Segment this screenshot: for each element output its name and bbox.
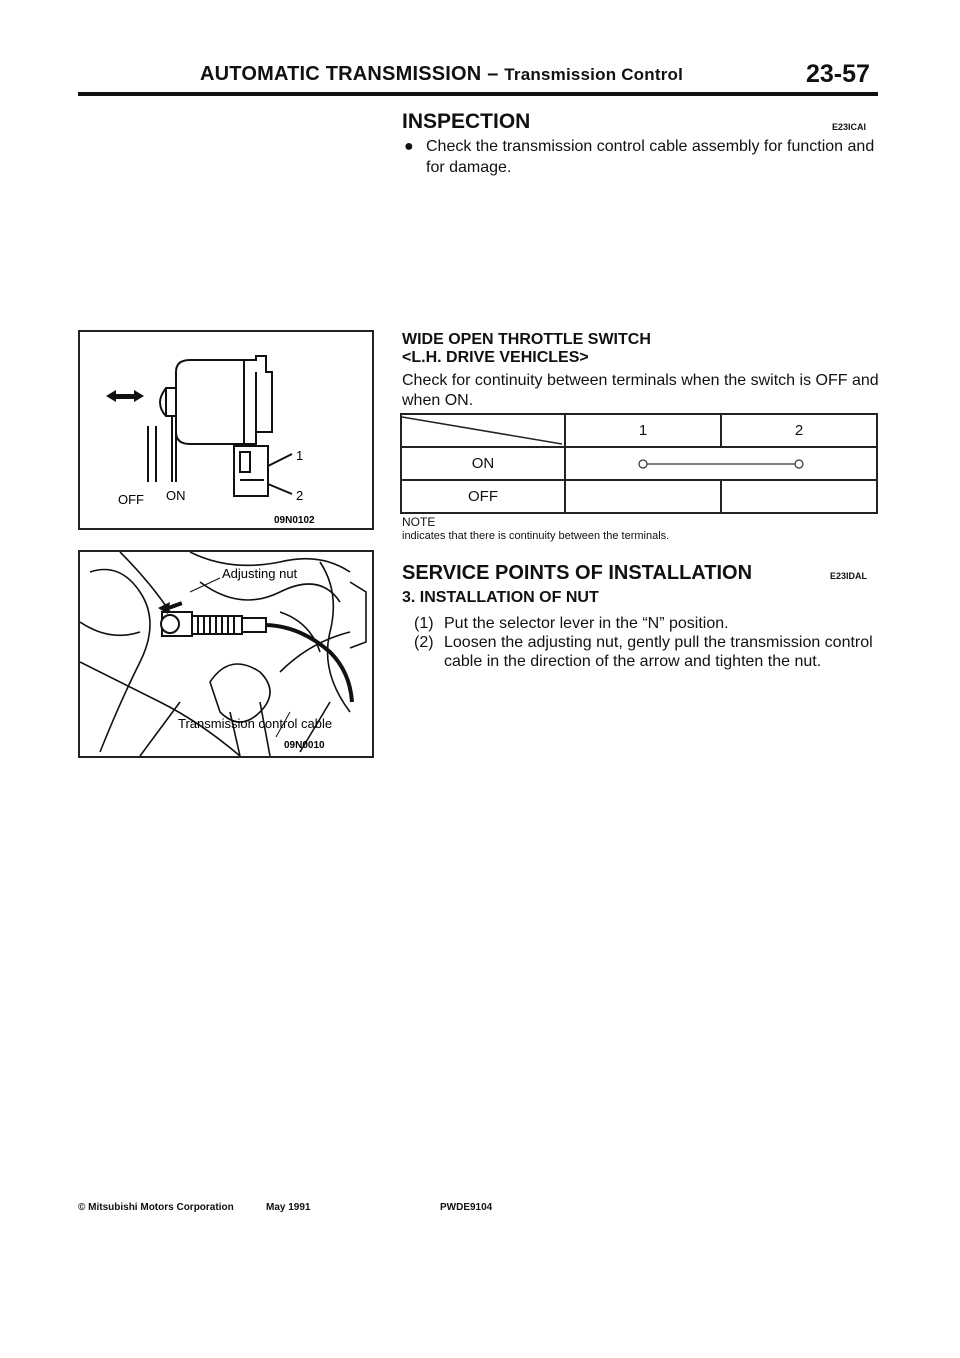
step-1: [414, 614, 729, 633]
footer-copyright: © Mitsubishi Motors Corporation: [78, 1202, 234, 1213]
inspection-code: E23ICAI: [832, 122, 867, 132]
wot-text: Check for continuity between terminals when the switch is OFF and when ON.: [402, 372, 879, 409]
table-corner-cell: [401, 414, 565, 447]
step-2-number: (2): [414, 634, 434, 651]
cable-label: Transmission control cable: [178, 716, 333, 731]
continuity-line-icon: [566, 454, 876, 474]
note-heading: NOTE: [402, 515, 436, 529]
inspection-heading: INSPECTION: [402, 110, 531, 133]
column-header-1: 1: [565, 414, 721, 447]
terminal-2-label: 2: [296, 488, 304, 503]
terminal-1-label: 1: [296, 448, 304, 463]
wot-heading-line2: <L.H. DRIVE VEHICLES>: [402, 349, 589, 366]
adjusting-nut-label: Adjusting nut: [222, 566, 298, 581]
off-label: OFF: [118, 492, 144, 507]
figure-switch: [78, 330, 374, 530]
diagonal-divider: [402, 415, 562, 446]
inspection-bullet-text: Check the transmission control cable assembly for function and for damage.: [426, 138, 875, 176]
figure-adjusting-nut: [78, 550, 374, 758]
installation-subheading: 3. INSTALLATION OF NUT: [402, 589, 599, 606]
switch-diagram: [80, 332, 372, 528]
header-rule: [78, 92, 878, 96]
header-title-sub: Transmission Control: [504, 65, 684, 84]
table-row: [401, 447, 877, 480]
service-heading: SERVICE POINTS OF INSTALLATION: [402, 562, 753, 584]
table-row: [401, 414, 877, 447]
step-1-number: (1): [414, 615, 434, 632]
continuity-table: [400, 413, 878, 514]
figure2-code: 09N0010: [284, 740, 325, 751]
empty-cell: [565, 480, 721, 513]
note-text: indicates that there is continuity between the terminals.: [402, 530, 670, 542]
row-label-on: ON: [401, 447, 565, 480]
figure1-code: 09N0102: [274, 515, 315, 526]
cable-illustration: [80, 552, 372, 756]
column-header-2: 2: [721, 414, 877, 447]
on-label: ON: [166, 488, 186, 503]
inspection-bullet: [404, 136, 880, 178]
header-title-main: AUTOMATIC TRANSMISSION –: [200, 63, 505, 85]
row-label-off: OFF: [401, 480, 565, 513]
footer-doc-code: PWDE9104: [440, 1202, 493, 1213]
step-2-text: Loosen the adjusting nut, gently pull the transmission control cable in the direction of the arrow and tighten the nut.: [444, 634, 873, 670]
continuity-cell: [565, 447, 877, 480]
step-1-text: Put the selector lever in the “N” position.: [444, 615, 729, 632]
bullet-icon: ●: [404, 138, 414, 155]
empty-cell: [721, 480, 877, 513]
header-title: [200, 63, 683, 86]
wot-heading-line1: WIDE OPEN THROTTLE SWITCH: [402, 331, 651, 348]
wot-heading: [402, 331, 651, 367]
footer-date: May 1991: [266, 1202, 311, 1213]
service-code: E23IDAL: [830, 571, 868, 581]
table-row: [401, 480, 877, 513]
page-number: 23-57: [806, 60, 870, 88]
step-2: [414, 633, 884, 671]
